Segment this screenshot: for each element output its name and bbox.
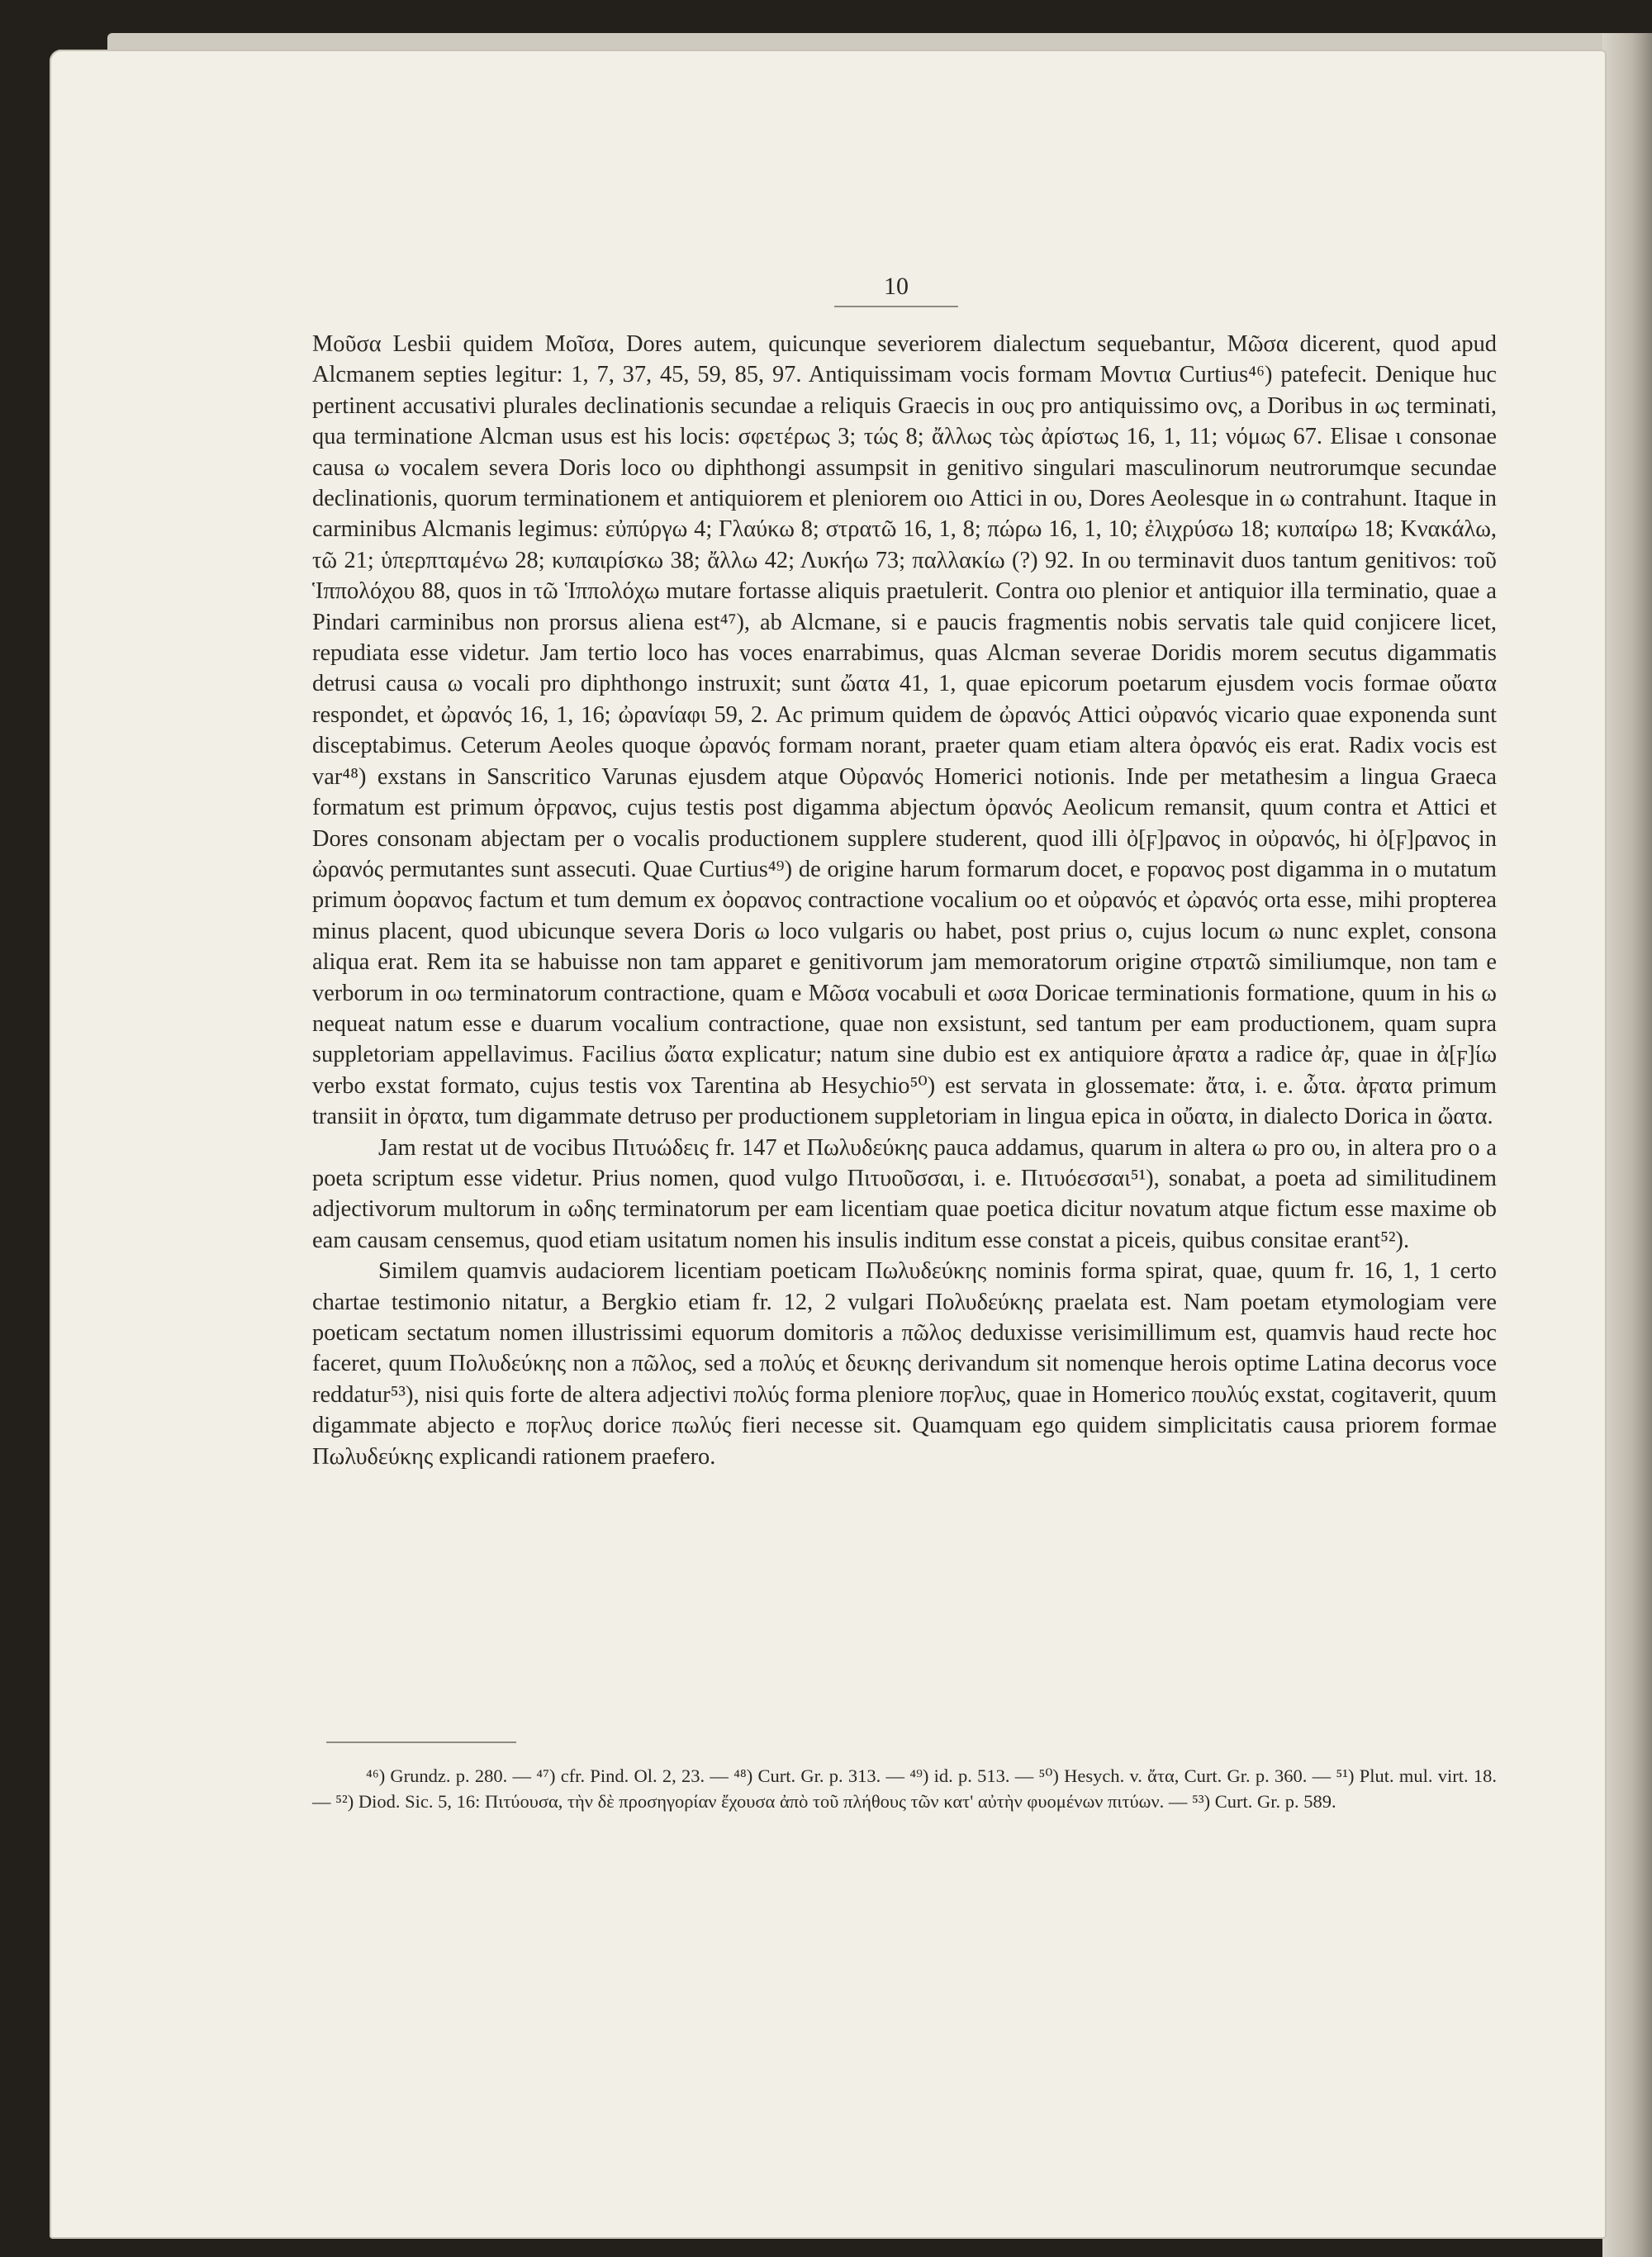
paragraph: Similem quamvis audaciorem licentiam poeticam Πωλυδεύκης nominis forma spirat, quae, quum fr. 16, 1, 1 certo chartae testimonio nitatur, a Bergkio etiam fr. 12, 2 vulgari Πολυδεύκης praelata est. Nam poetam etymologiam vere poeticam sectatum nomen illustrissimi equorum domitoris a πῶλος deduxisse verisimillimum est, quamvis haud recte hoc faceret, quum Πολυδεύκης non a πῶλος, sed a πολύς et δευκης derivandum sit nomenque herois optime Latina decorus voce reddatur⁵³), nisi quis forte de altera adjectivi πολύς forma pleniore ποϝλυς, quae in Homerico πουλύς exstat, cogitaverit, quum digammate abjecto e ποϝλυς dorice πωλύς fieri necesse sit. Quamquam ego quidem simplicitatis causa priorem formae Πωλυδεύκης explicandi rationem praefero. bbox=[312, 1258, 1497, 1470]
page-number: 10 bbox=[834, 273, 958, 307]
footnotes bbox=[312, 1764, 1497, 1814]
footnote-divider bbox=[326, 1741, 516, 1743]
adjacent-page-edge bbox=[1602, 33, 1652, 2257]
paragraph: Jam restat ut de vocibus Πιτυώδεις fr. 147 et Πωλυδεύκης pauca addamus, quarum in altera ω pro ου, in altera pro ο a poeta scriptum esse videtur. Prius nomen, quod vulgo Πιτυοῦσσαι, i. e. Πιτυόεσσαι⁵¹), sonabat, a poeta ad similitudinem adjectivorum multorum in ωδης terminatorum per eam licentiam quae poetica dicitur novatum atque fictum esse maxime ob eam causam censemus, quod etiam usitatum nomen his insulis inditum esse constat a piceis, quibus consitae erant⁵²). bbox=[312, 1134, 1497, 1253]
main-text bbox=[312, 329, 1497, 1472]
footnote-text: ⁴⁶) Grundz. p. 280. — ⁴⁷) cfr. Pind. Ol. 2, 23. — ⁴⁸) Curt. Gr. p. 313. — ⁴⁹) id. p. 513. — ⁵⁰) Hesych. v. ἄτα, Curt. Gr. p. 360. — ⁵¹) Plut. mul. virt. 18. — ⁵²) Diod. Sic. 5, 16: Πιτύουσα, τὴν δὲ προσηγορίαν ἔχουσα ἀπὸ τοῦ πλήθους τῶν κατ' αὐτὴν φυομένων πιτύων. — ⁵³) Curt. Gr. p. 589. bbox=[312, 1765, 1497, 1812]
paragraph: Μοῦσα Lesbii quidem Μοῖσα, Dores autem, quicunque severiorem dialectum sequebantur, Μῶσα dicerent, quod apud Alcmanem septies legitur: 1, 7, 37, 45, 59, 85, 97. Antiquissimam vocis formam Μοντια Curtius⁴⁶) patefecit. Denique huc pertinent accusativi plurales declinationis secundae a reliquis Graecis in ους pro antiquissimo ονς, a Doribus in ως terminati, qua terminatione Alcman usus est his locis: σφετέρως 3; τώς 8; ἄλλως τὼς ἀρίστως 16, 1, 11; νόμως 67. Elisae ι consonae causa ω vocalem severa Doris loco ου diphthongi assumpsit in genitivo singulari masculinorum neutrorumque secundae declinationis, quorum terminationem et antiquiorem et pleniorem οιο Attici in ου, Dores Aeolesque in ω contrahunt. Itaque in carminibus Alcmanis legimus: εὐπύργω 4; Γλαύκω 8; στρατῶ 16, 1, 8; πώρω 16, 1, 10; ἐλιχρύσω 18; κυπαίρω 18; Κνακάλω, τῶ 21; ὑπερπταμένω 28; κυπαιρίσκω 38; ἄλλω 42; Λυκήω 73; παλλακίω (?) 92. In ου terminavit duos tantum genitivos: τοῦ Ἱππολόχου 88, quos in τῶ Ἱππολόχω mutare fortasse aliquis praetulerit. Contra οιο plenior et antiquior illa terminatio, quae a Pindari carminibus non prorsus aliena est⁴⁷), ab Alcmane, si e paucis fragmentis nobis servatis tale quid conjicere licet, repudiata esse videtur. Jam tertio loco has voces enarrabimus, quas Alcman severae Doridis morem secutus digammatis detrusi causa ω vocali pro diphthongo instruxit; sunt ὤατα 41, 1, quae epicorum poetarum ejusdem vocis formae οὔατα respondet, et ὠρανός 16, 1, 16; ὠρανίαφι 59, 2. Ac primum quidem de ὠρανός Attici οὐρανός vicario quae exponenda sunt disceptabimus. Ceterum Aeoles quoque ὠρανός formam norant, praeter quam etiam altera ὀρανός eis erat. Radix vocis est var⁴⁸) exstans in Sanscritico Varunas ejusdem atque Οὐρανός Homerici notionis. Inde per metathesim a lingua Graeca formatum est primum ὀϝρανος, cujus testis post digamma abjectum ὀρανός Aeolicum remansit, quum contra et Attici et Dores consonam abjectam per ο vocalis productionem supplere studerent, quod illi ὀ[ϝ]ρανος in οὐρανός, hi ὀ[ϝ]ρανος in ὠρανός permutantes sunt assecuti. Quae Curtius⁴⁹) de origine harum formarum docet, e ϝορανος post digamma in ο mutatum primum ὀορανος factum et tum demum ex ὀορανος contractione vocalium οο et οὐρανός et ὠρανός orta esse, mihi propterea minus placent, quod ubicunque severa Doris ω loco vulgaris ου habet, post prius ο, cujus locum ω nunc explet, consona aliqua erat. Rem ita se habuisse non tam apparet e genitivorum jam memoratorum origine στρατῶ similiumque, non tam e verborum in οω terminatorum contractione, quam e Μῶσα vocabuli et ωσα Doricae terminationis formatione, quum in his ω nequeat natum esse e duarum vocalium contractione, quae non exsistunt, sed tantum per eam productionem, quam supra suppletoriam appellavimus. Facilius ὤατα explicatur; natum sine dubio est ex antiquiore ἀϝατα a radice ἀϝ, quae in ἀ[ϝ]ίω verbo exstat formato, cujus testis vox Tarentina ab Hesychio⁵⁰) est servata in glossemate: ἄτα, i. e. ὦτα. ἀϝατα primum transiit in ὀϝατα, tum digammate detruso per productionem suppletoriam in lingua epica in οὔατα, in dialecto Dorica in ὤατα. bbox=[312, 331, 1497, 1130]
